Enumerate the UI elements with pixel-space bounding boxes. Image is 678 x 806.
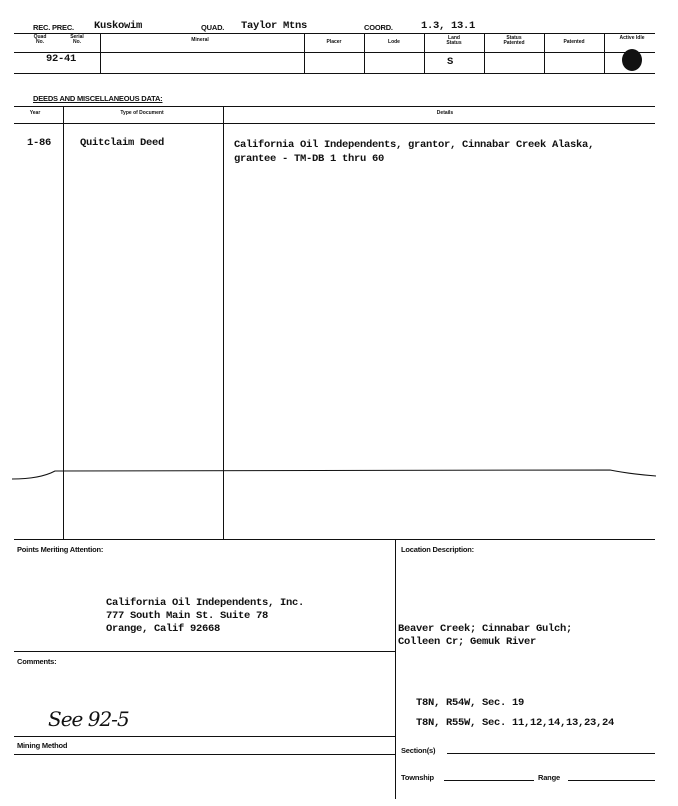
mining-method-label: Mining Method xyxy=(17,741,68,750)
deed-details-line2: grantee - TM-DB 1 thru 60 xyxy=(234,153,385,165)
location-twp1: T8N, R54W, Sec. 19 xyxy=(416,697,525,709)
quad-label: QUAD. xyxy=(201,23,225,32)
coord-label: COORD. xyxy=(364,23,393,32)
handwritten-comment: See 92-5 xyxy=(48,707,129,731)
fold-line xyxy=(10,462,660,487)
rec-prec-label: REC. PREC. xyxy=(33,23,74,32)
land-status-value: S xyxy=(447,56,454,68)
header-divider xyxy=(364,33,365,73)
location-line1: Beaver Creek; Cinnabar Gulch; xyxy=(398,623,573,635)
col-quad-no: Quad No. xyxy=(33,34,47,45)
comments-label: Comments: xyxy=(17,657,57,666)
points-line1: California Oil Independents, Inc. xyxy=(106,597,305,609)
header-rule-mid xyxy=(14,52,655,53)
deed-year: 1-86 xyxy=(27,137,52,149)
township-label: Township xyxy=(401,773,434,782)
header-divider xyxy=(424,33,425,73)
sections-label: Section(s) xyxy=(401,746,436,755)
deeds-rule-header xyxy=(14,123,655,124)
col-active-idle: Active Idle xyxy=(619,35,645,41)
col-patented: Patented xyxy=(563,39,585,45)
bottom-divider xyxy=(395,539,396,799)
mining-rule-bottom xyxy=(14,754,395,755)
comments-rule xyxy=(14,651,395,652)
location-line2: Colleen Cr; Gemuk River xyxy=(398,636,537,648)
coord-value: 1.3, 13.1 xyxy=(421,20,476,32)
deeds-section-label: DEEDS AND MISCELLANEOUS DATA: xyxy=(33,94,163,103)
township-line xyxy=(444,780,534,781)
col-mineral: Mineral xyxy=(191,37,209,43)
header-rule-top xyxy=(14,33,655,34)
location-label: Location Description: xyxy=(401,545,474,554)
deeds-rule-top xyxy=(14,106,655,107)
col-year: Year xyxy=(29,110,41,116)
col-lode: Lode xyxy=(388,39,400,45)
range-label: Range xyxy=(538,773,560,782)
deeds-rule-bottom xyxy=(14,539,655,540)
col-status-patented: Status Patented xyxy=(503,35,525,46)
col-placer: Placer xyxy=(326,39,342,45)
quad-value: Taylor Mtns xyxy=(241,20,308,32)
deed-details-line1: California Oil Independents, grantor, Cinnabar Creek Alaska, xyxy=(234,139,595,151)
record-number: 92-41 xyxy=(46,53,77,65)
location-twp2: T8N, R55W, Sec. 11,12,14,13,23,24 xyxy=(416,717,615,729)
points-label: Points Meriting Attention: xyxy=(17,545,104,554)
header-divider xyxy=(304,33,305,73)
header-divider xyxy=(484,33,485,73)
rec-prec-value: Kuskowim xyxy=(94,20,143,32)
col-details: Details xyxy=(436,110,454,116)
col-serial-no: Serial No. xyxy=(70,34,84,45)
mining-rule-top xyxy=(14,736,395,737)
col-land-status: Land Status xyxy=(446,35,462,46)
deed-type: Quitclaim Deed xyxy=(80,137,165,149)
header-divider xyxy=(100,33,101,73)
header-divider xyxy=(604,33,605,73)
sections-line xyxy=(447,753,655,754)
range-line xyxy=(568,780,655,781)
points-line3: Orange, Calif 92668 xyxy=(106,623,221,635)
points-line2: 777 South Main St. Suite 78 xyxy=(106,610,269,622)
header-rule-bottom xyxy=(14,73,655,74)
header-divider xyxy=(544,33,545,73)
active-status-dot xyxy=(622,49,642,71)
col-type-of-document: Type of Document xyxy=(120,110,164,116)
